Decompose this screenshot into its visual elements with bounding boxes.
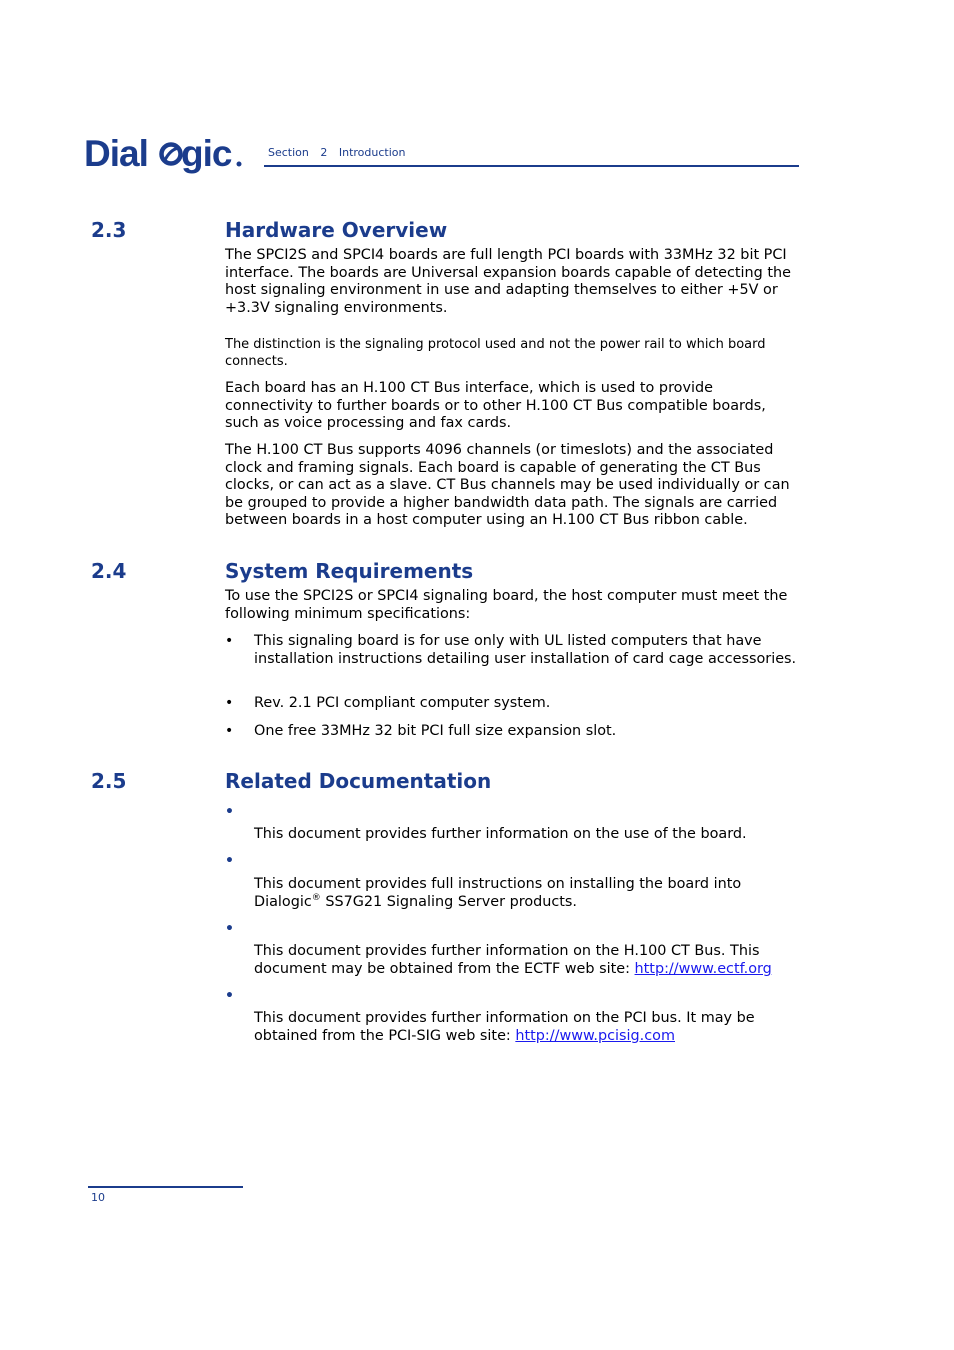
- section-title-related-documentation: Related Documentation: [225, 769, 492, 793]
- requirement-item: Rev. 2.1 PCI compliant computer system.: [254, 695, 551, 711]
- doc-description: [254, 943, 799, 978]
- hardware-paragraph-2: Each board has an H.100 CT Bus interface, which is used to provide connectivity to further boards or to other H.100 CT Bus compatible boards, such as voice processing and fax cards.: [225, 380, 766, 432]
- section-title-system-requirements: System Requirements: [225, 559, 474, 583]
- section-title-hardware-overview: Hardware Overview: [225, 218, 448, 242]
- section-number: 2: [320, 146, 328, 159]
- bullet-icon: •: [225, 921, 234, 937]
- svg-text:Dial: Dial: [84, 133, 148, 174]
- requirement-item: This signaling board is for use only with UL listed computers that have installation instructions detailing user installation of card cage accessories.: [254, 633, 797, 667]
- running-header: [268, 146, 414, 159]
- section-number-2-4: 2.4: [91, 559, 127, 583]
- section-number-2-5: 2.5: [91, 769, 127, 793]
- doc-description: [254, 876, 799, 911]
- bullet-icon: •: [225, 853, 234, 869]
- registered-mark: ®: [311, 892, 321, 903]
- footer-rule: [88, 1186, 243, 1188]
- doc-description-text: This document provides further information on the H.100 CT Bus. This document may be obtained from the ECTF web site:: [254, 943, 760, 977]
- dialogic-logo-icon: [84, 133, 244, 179]
- header-rule: [264, 165, 799, 167]
- hardware-paragraph-3: The H.100 CT Bus supports 4096 channels (or timeslots) and the associated clock and framing signals. Each board is capable of generating the CT Bus clocks, or can act as a slave. CT Bus channels may be used individually or can be grouped to provide a higher bandwidth data path. The signals are carried between boards in a host computer using an H.100 CT Bus ribbon cable.: [225, 442, 790, 529]
- hardware-note: The distinction is the signaling protocol used and not the power rail to which board connects.: [225, 337, 766, 369]
- pcisig-link[interactable]: http://www.pcisig.com: [515, 1027, 675, 1044]
- doc-description: [254, 1010, 799, 1045]
- bullet-icon: •: [225, 695, 234, 711]
- ectf-link[interactable]: http://www.ectf.org: [634, 960, 772, 977]
- dialogic-logo: [84, 133, 244, 179]
- section-number-2-3: 2.3: [91, 218, 127, 242]
- requirement-item: One free 33MHz 32 bit PCI full size expansion slot.: [254, 723, 617, 739]
- doc-description: This document provides further information on the use of the board.: [254, 826, 747, 842]
- doc-description-text: SS7G21 Signaling Server products.: [320, 893, 578, 910]
- bullet-icon: •: [225, 723, 234, 739]
- bullet-icon: •: [225, 988, 234, 1004]
- page-number: 10: [91, 1191, 105, 1204]
- bullet-icon: •: [225, 633, 234, 649]
- requirements-intro: To use the SPCI2S or SPCI4 signaling board, the host computer must meet the following minimum specifications:: [225, 588, 788, 622]
- svg-text:gic: gic: [181, 133, 232, 174]
- section-label: Section: [268, 146, 309, 159]
- section-name: Introduction: [338, 146, 406, 159]
- bullet-icon: •: [225, 804, 234, 820]
- doc-description-text: This document provides full instructions on installing the board into Dialogic: [254, 876, 742, 910]
- hardware-paragraph-1: The SPCI2S and SPCI4 boards are full length PCI boards with 33MHz 32 bit PCI interface. The boards are Universal expansion boards capable of detecting the host signaling environment in use and adapting themselves to either +5V or +3.3V signaling environments.: [225, 247, 791, 316]
- doc-description-text: This document provides further information on the PCI bus. It may be obtained from the PCI-SIG web site:: [254, 1010, 755, 1044]
